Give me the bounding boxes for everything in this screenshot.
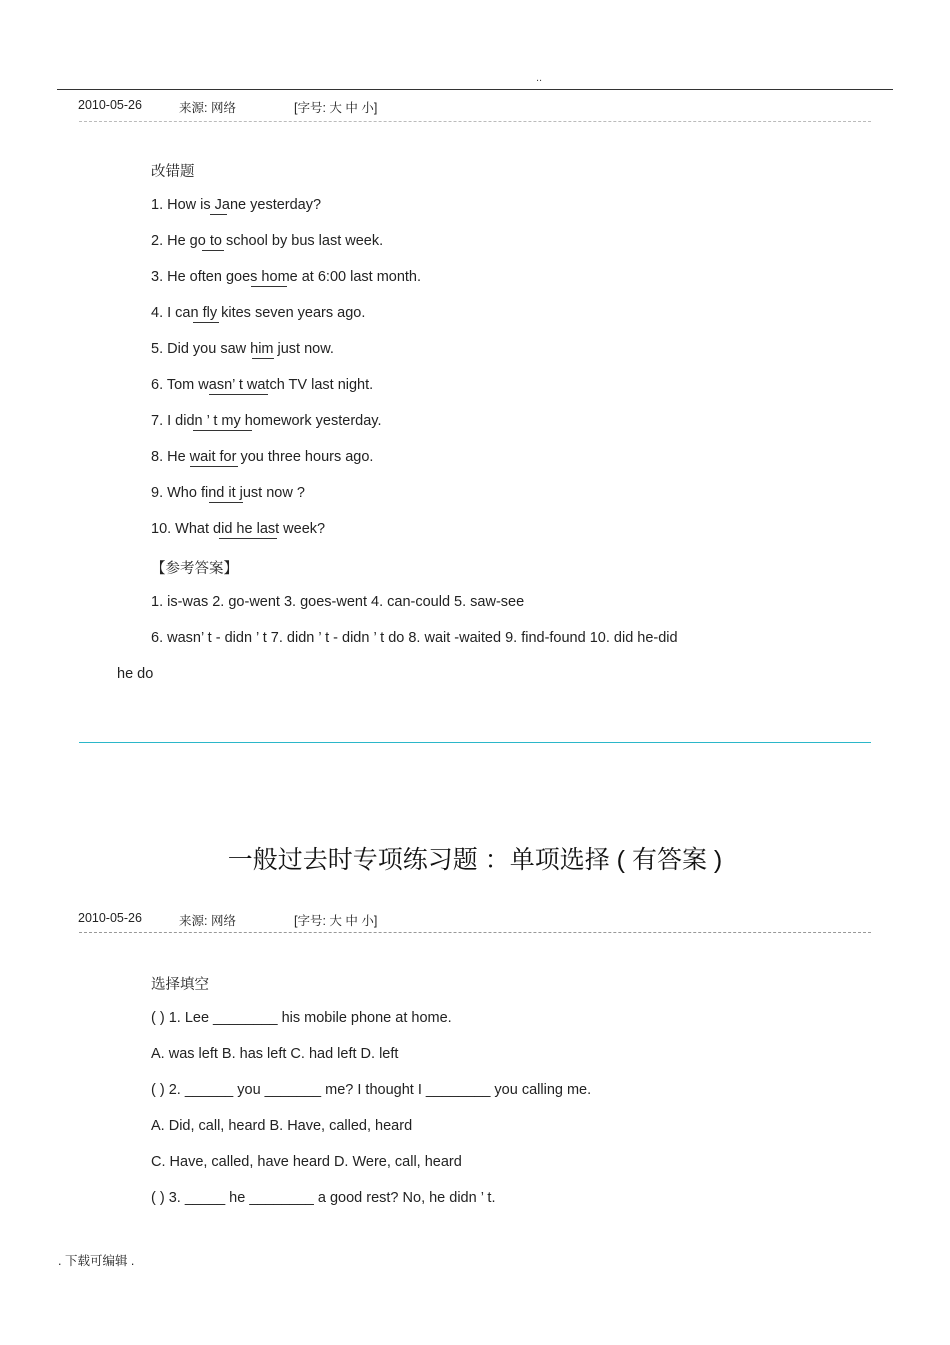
item-text: 1. How is Jane yesterday? (151, 197, 322, 213)
section-heading: 选择填空 (151, 977, 209, 993)
meta-source: 来源: 网络 (179, 101, 236, 115)
exercise-item-3 (151, 269, 421, 285)
exercise-item-5 (151, 341, 334, 357)
footer-note: . 下载可编辑 . (58, 1254, 135, 1268)
item-text: 10. What did he last week? (151, 521, 326, 537)
error-underline (209, 394, 268, 395)
answer-line: he do (117, 666, 154, 682)
option-line: A. Did, call, heard B. Have, called, heard (151, 1118, 413, 1134)
item-text: 7. I didn ’ t my homework yesterday. (151, 413, 382, 429)
exercise-item-4 (151, 305, 365, 321)
meta-bar (78, 98, 478, 114)
header-dots: .. (536, 72, 543, 84)
error-underline (193, 322, 219, 323)
top-rule (57, 89, 893, 90)
error-underline (190, 466, 238, 467)
exercise-item-2 (151, 233, 383, 249)
item-text: 5. Did you saw him just now. (151, 341, 334, 357)
error-underline (252, 358, 274, 359)
section-divider (79, 742, 871, 743)
option-line: A. was left B. has left C. had left D. left (151, 1046, 399, 1062)
exercise-item-7 (151, 413, 381, 429)
meta-divider (79, 932, 871, 933)
section-heading: 改错题 (151, 164, 195, 180)
error-underline (193, 430, 252, 431)
item-text: 2. He go to school by bus last week. (151, 233, 384, 249)
error-underline (219, 538, 277, 539)
error-underline (210, 214, 227, 215)
item-text: 8. He wait for you three hours ago. (151, 449, 374, 465)
exercise-item-6 (151, 377, 373, 393)
meta-font-size[interactable]: [字号: 大 中 小] (294, 914, 378, 928)
meta-font-size[interactable]: [字号: 大 中 小] (294, 101, 378, 115)
meta-bar (78, 911, 478, 927)
item-text: 4. I can fly kites seven years ago. (151, 305, 366, 321)
meta-date: 2010-05-26 (78, 911, 142, 925)
item-text: 3. He often goes home at 6:00 last month. (151, 269, 422, 285)
error-underline (251, 286, 287, 287)
exercise-item-9 (151, 485, 305, 501)
question-line: ( ) 1. Lee ________ his mobile phone at home. (151, 1010, 452, 1026)
item-text: 9. Who find it just now ? (151, 485, 305, 501)
meta-divider (79, 121, 871, 122)
error-underline (209, 502, 243, 503)
answer-line: 1. is-was 2. go-went 3. goes-went 4. can-could 5. saw-see (151, 594, 525, 610)
question-line: ( ) 3. _____ he ________ a good rest? No, he didn ’ t. (151, 1190, 496, 1206)
meta-date: 2010-05-26 (78, 98, 142, 112)
question-line: ( ) 2. ______ you _______ me? I thought I ________ you calling me. (151, 1082, 592, 1098)
page-title: 一般过去时专项练习题 ：单项选择 ( 有答案 ) (227, 846, 723, 874)
exercise-item-8 (151, 449, 373, 465)
option-line: C. Have, called, have heard D. Were, call, heard (151, 1154, 462, 1170)
answer-line: 6. wasn’ t - didn ’ t 7. didn ’ t - didn ’ t do 8. wait -waited 9. find-found 10. did he-did (151, 630, 678, 646)
exercise-item-10 (151, 521, 325, 537)
item-text: 6. Tom wasn’ t watch TV last night. (151, 377, 374, 393)
exercise-item-1 (151, 197, 321, 213)
error-underline (202, 250, 224, 251)
answer-heading: 【参考答案】 (151, 561, 238, 577)
meta-source: 来源: 网络 (179, 914, 236, 928)
